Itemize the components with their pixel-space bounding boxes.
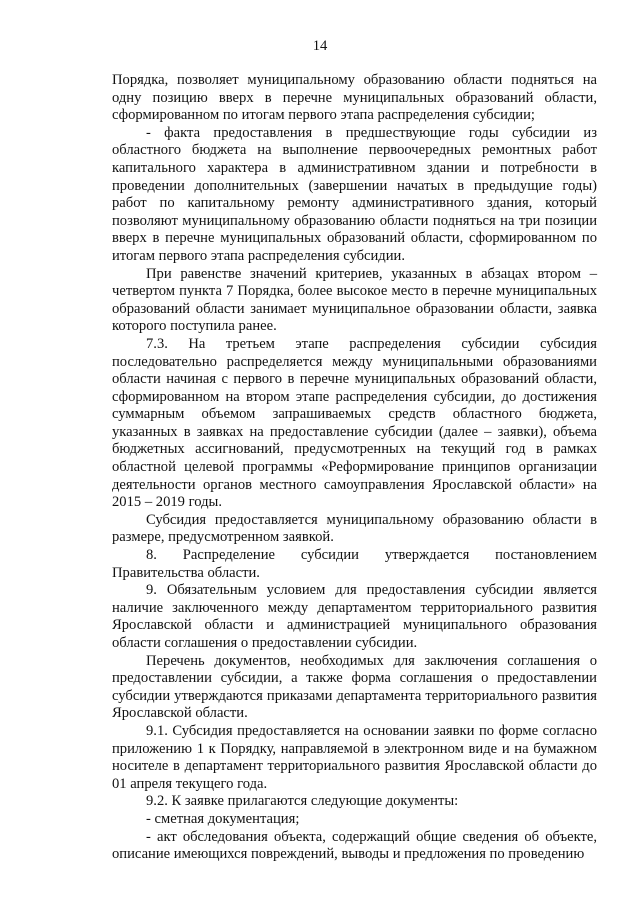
document-body [112,72,597,864]
paragraph-9-1: 9.1. Субсидия предоставляется на основании заявки по форме согласно приложению 1 к Порядку, направляемой в электронном виде и на бумажном носителе в департамент территориального развития Ярославской области до 01 апреля текущего года. [112,722,597,792]
paragraph-equal-criteria: При равенстве значений критериев, указанных в абзацах втором – четвертом пункта 7 Порядка, более высокое место в перечне муниципальных образований области занимает муниципальное образовании области, заявка которого поступила ранее. [112,265,597,335]
paragraph-9-2: 9.2. К заявке прилагаются следующие документы: [146,793,459,810]
paragraph-prior-subsidy-fact: - факта предоставления в предшествующие годы субсидии из областного бюджета на выполнение первоочередных ремонтных работ капитального характера в административном здании и потребности в проведении дополнительных (завершении начатых в предыдущие годы) работ по капитальному ремонту административного здания, который позволяют муниципальному образованию области подняться на три позиции вверх в перечне муниципальных образований области, сформированном по итогам первого этапа распределения субсидии. [112,124,597,264]
paragraph-subsidy-amount: Субсидия предоставляется муниципальному образованию области в размере, предусмотренном заявкой. [112,511,597,546]
paragraph-9: 9. Обязательным условием для предоставления субсидии является наличие заключенного между департаментом территориального развития Ярославской области и администрацией муниципального образования области соглашения о предоставлении субсидии. [112,582,597,651]
list-item-estimate-docs: - сметная документация; [146,810,300,827]
paragraph-8: 8. Распределение субсидии утверждается постановлением Правительства области. [112,547,597,581]
page-number: 14 [312,38,328,54]
paragraph-7-3: 7.3. На третьем этапе распределения субсидии субсидия последовательно распределяется между муниципальными образованиями области начиная с первого в перечне муниципальных образований области, сформированном на втором этапе распределения субсидии, до достижения суммарным объемом запрашиваемых средств областного бюджета, указанных в заявках на предоставление субсидии (далее – заявки), объема бюджетных ассигнований, предусмотренных на текущий год в рамках областной целевой программы «Реформирование принципов организации деятельности органов местного самоуправления Ярославской области» на 2015 – 2019 годы. [112,335,597,511]
list-item-inspection-act: - акт обследования объекта, содержащий общие сведения об объекте, описание имеющихся повреждений, выводы и предложения по проведению [112,828,597,863]
paragraph-documents-list: Перечень документов, необходимых для заключения соглашения о предоставлении субсидии, а также форма соглашения о предоставлении субсидии утверждаются приказами департамента территориального развития Ярославской области. [112,652,597,722]
paragraph-continuation: Порядка, позволяет муниципальному образованию области подняться на одну позицию вверх в перечне муниципальных образований области, сформированном по итогам первого этапа распределения субсидии; [112,72,597,124]
